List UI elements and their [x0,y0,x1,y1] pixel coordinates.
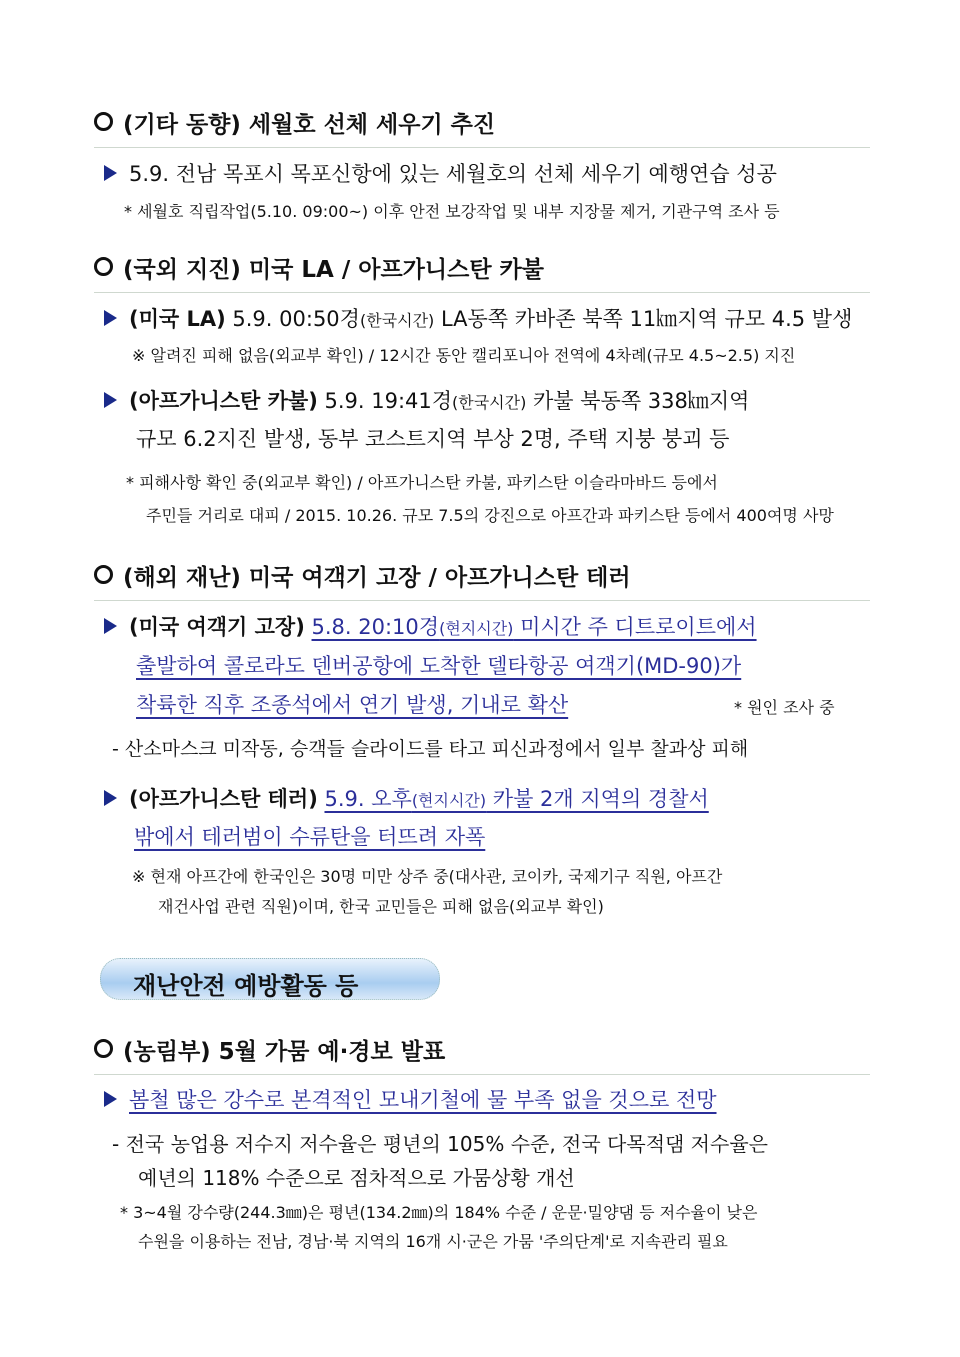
note: * 3~4월 강수량(244.3㎜)은 평년(134.2㎜)의 184% 수준 / 운문·밀양댐 등 저수율이 낮은 [120,1203,758,1222]
triangle-bullet-icon [104,790,117,806]
dash-continuation: 예년의 118% 수준으로 점차적으로 가뭄상황 개선 [138,1166,575,1190]
note: 수원을 이용하는 전남, 경남·북 지역의 16개 시·군은 가뭄 '주의단계'로 지속관리 필요 [138,1232,728,1251]
circle-bullet-icon [94,1039,113,1058]
bullet-small: (한국시간) [452,393,527,412]
triangle-bullet-icon [104,165,117,181]
bullet-continuation: 규모 6.2지진 발생, 동부 코스트지역 부상 2명, 주택 지붕 붕괴 등 [136,427,730,451]
heading-text: (농림부) 5월 가뭄 예·경보 발표 [123,1039,446,1065]
heading-text: (기타 동향) 세월호 선체 세우기 추진 [123,112,496,138]
highlight-continuation: 출발하여 콜로라도 덴버공항에 도착한 델타항공 여객기(MD-90)가 [136,654,742,678]
section-heading [94,257,544,282]
bullet-item [104,617,757,638]
highlight-text [324,787,708,811]
bullet-item [104,789,709,810]
section-heading [94,565,631,590]
triangle-bullet-icon [104,1091,117,1107]
bullet-text: 5.9. 19:41경 [317,389,453,413]
highlight-continuation: 착륙한 직후 조종석에서 연기 발생, 기내로 확산 [136,693,569,717]
bullet-text: LA동쪽 카바존 북쪽 11㎞지역 규모 4.5 발생 [434,307,853,331]
note: 재건사업 관련 직원)이며, 한국 교민들은 피해 없음(외교부 확인) [158,897,604,916]
divider [94,600,870,601]
bullet-label: (미국 여객기 고장) [129,615,305,639]
bullet-small: (한국시간) [359,311,435,330]
bullet-label: (미국 LA) [129,307,226,331]
highlight-part: 미시간 주 디트로이트에서 [513,615,757,639]
bullet-label: (아프가니스탄 카불) [129,389,318,413]
bullet-item [104,309,852,330]
heading-text: (국외 지진) 미국 LA / 아프가니스탄 카불 [123,257,544,283]
aside-note: * 원인 조사 중 [734,698,835,717]
dash-item: - 산소마스크 미작동, 승객들 슬라이드를 타고 피신과정에서 일부 찰과상 피해 [112,738,749,760]
triangle-bullet-icon [104,310,117,326]
bullet-text: 카불 북동쪽 338㎞지역 [526,389,750,413]
note: 주민들 거리로 대피 / 2015. 10.26. 규모 7.5의 강진으로 아프간과 파키스탄 등에서 400여명 사망 [146,506,834,525]
circle-bullet-icon [94,565,113,584]
banner-title: 재난안전 예방활동 등 [133,972,359,1000]
note: ※ 알려진 피해 없음(외교부 확인) / 12시간 동안 캘리포니아 전역에 4차례(규모 4.5~2.5) 지진 [132,346,796,365]
circle-bullet-icon [94,257,113,276]
highlight-part: 5.8. 20:10경 [311,615,440,639]
note: * 피해사항 확인 중(외교부 확인) / 아프가니스탄 카불, 파키스탄 이슬라마바드 등에서 [126,473,718,492]
highlight-small: (현지시간) [411,791,487,810]
bullet-text: 5.9. 00:50경 [225,307,360,331]
bullet-label: (아프가니스탄 테러) [129,787,318,811]
bullet-item [104,1090,717,1111]
triangle-bullet-icon [104,618,117,634]
highlight-small: (현지시간) [439,619,514,638]
highlight-continuation: 밖에서 테러범이 수류탄을 터뜨려 자폭 [134,825,486,849]
section-heading [94,1039,445,1064]
highlight-part: 카불 2개 지역의 경찰서 [486,787,709,811]
highlight-text: 봄철 많은 강수로 본격적인 모내기철에 물 부족 없을 것으로 전망 [129,1088,717,1112]
circle-bullet-icon [94,112,113,131]
heading-text: (해외 재난) 미국 여객기 고장 / 아프가니스탄 테러 [123,565,631,591]
bullet-item [104,164,777,185]
highlight-text [312,615,757,639]
bullet-text: 5.9. 전남 목포시 목포신항에 있는 세월호의 선체 세우기 예행연습 성공 [129,162,777,186]
note: ※ 현재 아프간에 한국인은 30명 미만 상주 중(대사관, 코이카, 국제기구 직원, 아프간 [132,867,723,886]
highlight-part: 5.9. 오후 [324,787,412,811]
divider [94,292,870,293]
triangle-bullet-icon [104,392,117,408]
section-heading [94,112,495,137]
bullet-item [104,391,749,412]
dash-item: - 전국 농업용 저수지 저수율은 평년의 105% 수준, 전국 다목적댐 저수율은 [112,1132,768,1156]
section-banner [100,958,440,1000]
divider [94,1074,870,1075]
divider [94,147,870,148]
note: * 세월호 직립작업(5.10. 09:00~) 이후 안전 보강작업 및 내부 지장물 제거, 기관구역 조사 등 [124,202,780,221]
